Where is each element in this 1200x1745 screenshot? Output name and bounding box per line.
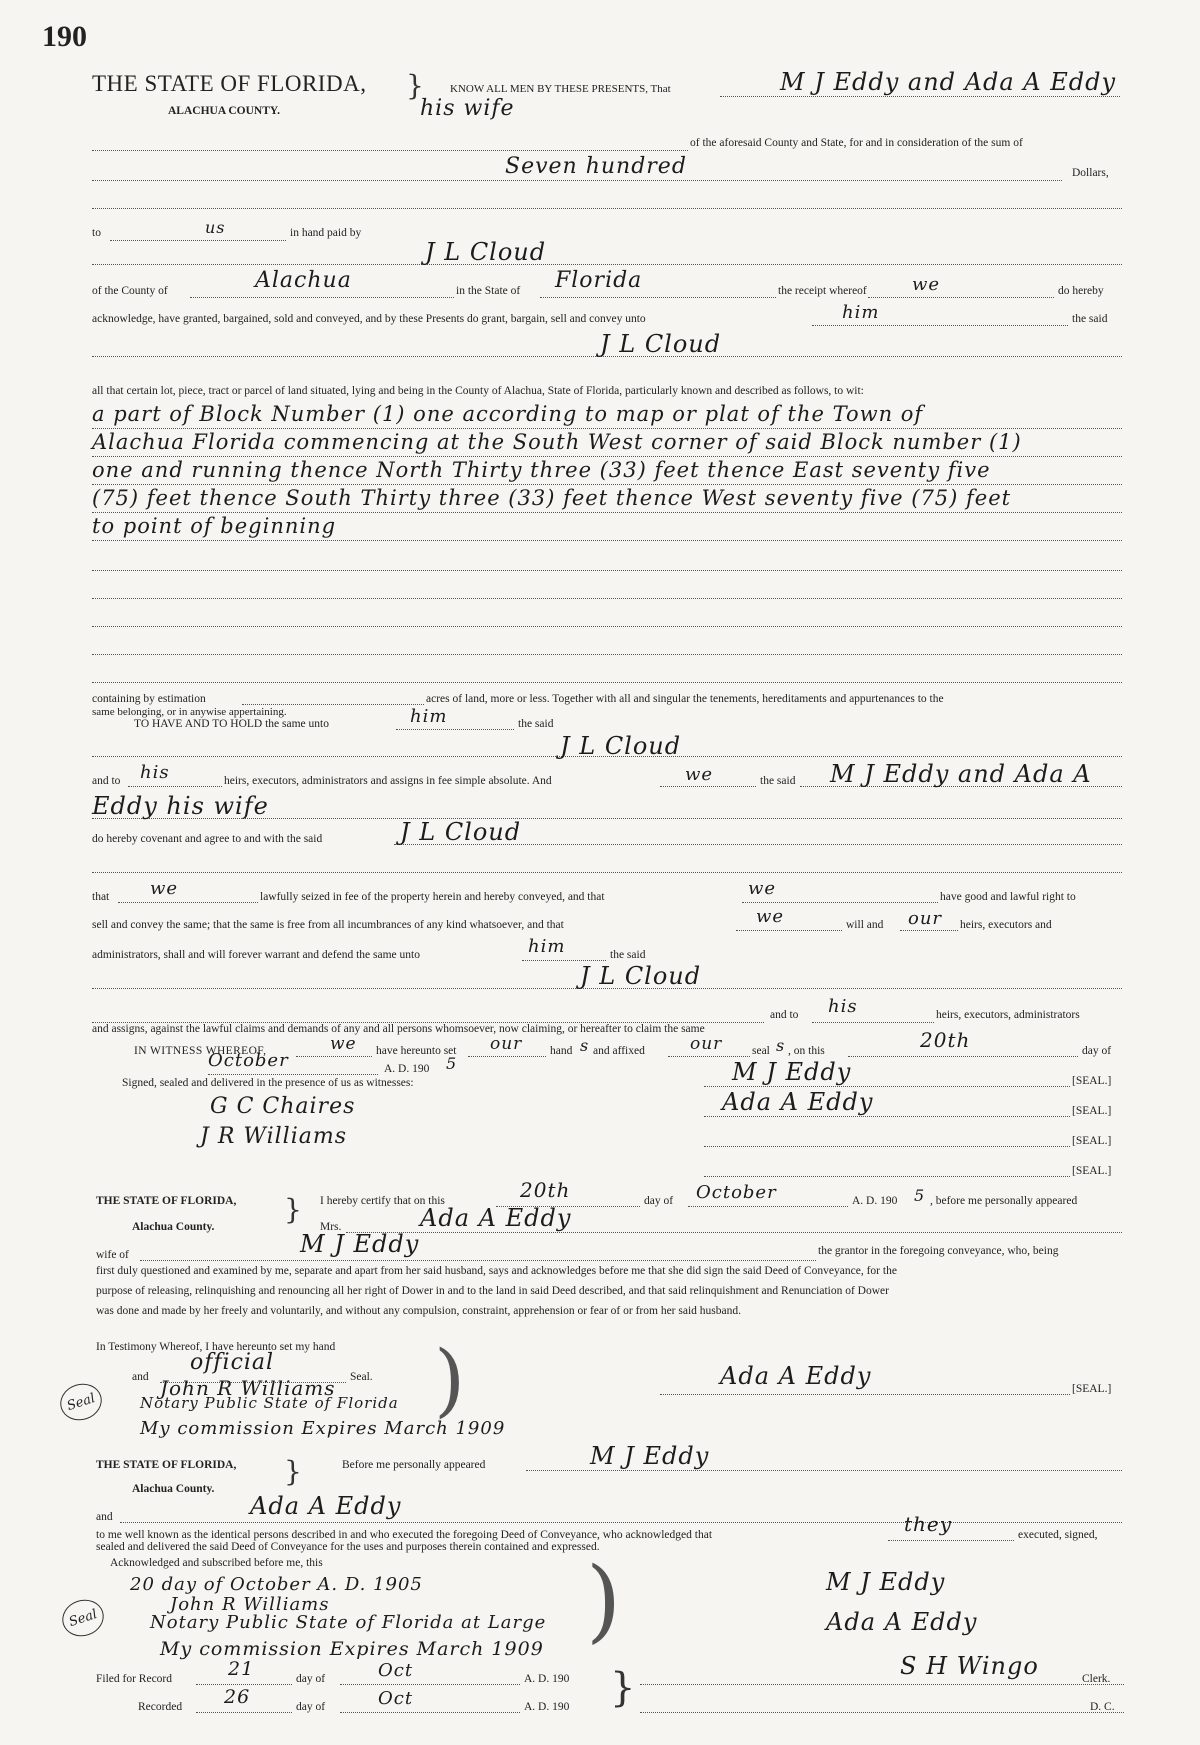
month-line bbox=[208, 1074, 378, 1075]
header-county: ALACHUA COUNTY. bbox=[168, 105, 281, 117]
testimony-brace: ) bbox=[434, 1333, 466, 1426]
wife-p1: first duly questioned and examined by me, separate and apart from her said husband, says and acknowledges before me that she did sign the said Deed of Conveyance, for the bbox=[96, 1265, 897, 1277]
and-to-text: and to bbox=[770, 1009, 799, 1021]
receipt-whereof-text: the receipt whereof bbox=[778, 285, 867, 297]
lawfully-handwritten: we bbox=[748, 878, 777, 899]
wife-signer-handwritten: Ada A Eddy bbox=[720, 1362, 872, 1390]
joint-date-handwritten: 20 day of October A. D. 1905 bbox=[130, 1574, 423, 1595]
blank-line bbox=[92, 208, 1122, 209]
month-handwritten: October bbox=[208, 1050, 289, 1071]
wife-day-handwritten: 20th bbox=[520, 1178, 571, 1202]
seal-label-1: [SEAL.] bbox=[1072, 1075, 1112, 1087]
joint-and-line bbox=[120, 1522, 1122, 1523]
executed-text: executed, signed, bbox=[1018, 1529, 1098, 1541]
testimony-seal-text: Seal. bbox=[350, 1371, 373, 1383]
joint-p1: to me well known as the identical persons described in and who executed the foregoing Deed of Conveyance, who acknowledged that bbox=[96, 1529, 713, 1541]
filed-month-line bbox=[340, 1684, 520, 1685]
blank-line bbox=[92, 150, 688, 151]
his-line bbox=[128, 786, 222, 787]
his-handwritten: his bbox=[140, 762, 170, 783]
year-handwritten: 5 bbox=[446, 1054, 458, 1073]
acres-line bbox=[242, 704, 424, 705]
recorded-day-of-text: day of bbox=[296, 1701, 326, 1713]
covenant-text: do hereby covenant and agree to and with the said bbox=[92, 833, 323, 845]
and-to-line bbox=[812, 1022, 934, 1023]
admin-handwritten: him bbox=[528, 936, 566, 957]
will-handwritten: our bbox=[908, 908, 943, 929]
ad-text: A. D. 190 bbox=[384, 1063, 430, 1075]
seal-label-4: [SEAL.] bbox=[1072, 1165, 1112, 1177]
payer-handwritten: J L Cloud bbox=[425, 238, 547, 266]
have-hereunto-text: have hereunto set bbox=[376, 1045, 457, 1057]
admin-line bbox=[522, 960, 606, 961]
certify-text: I hereby certify that on this bbox=[320, 1195, 445, 1207]
recorded-ad-text: A. D. 190 bbox=[524, 1701, 570, 1713]
grantors-handwritten-2: Eddy his wife bbox=[92, 792, 269, 820]
notary-1-commission: My commission Expires March 1909 bbox=[140, 1418, 506, 1439]
acres-text: acres of land, more or less. Together with all and singular the tenements, hereditaments and appurtenances to the bbox=[426, 693, 944, 705]
the-said-text: the said bbox=[610, 949, 646, 961]
receipt-handwritten: we bbox=[912, 274, 941, 295]
joint-and-handwritten: Ada A Eddy bbox=[250, 1492, 402, 1520]
hand-text: hand bbox=[550, 1045, 573, 1057]
clerk-line bbox=[640, 1684, 1124, 1685]
description-line-5: to point of beginning bbox=[92, 514, 337, 538]
filed-month-handwritten: Oct bbox=[378, 1660, 414, 1681]
receipt-line bbox=[868, 297, 1054, 298]
mrs-line bbox=[346, 1232, 1122, 1233]
sell-line bbox=[736, 930, 842, 931]
dc-line bbox=[640, 1712, 1124, 1713]
desc-line bbox=[92, 484, 1122, 485]
joint-ack-brace-2: ) bbox=[586, 1548, 622, 1653]
wife-ad-text: A. D. 190 bbox=[852, 1195, 898, 1207]
witness-1-handwritten: G C Chaires bbox=[210, 1094, 356, 1119]
our-handwritten: our bbox=[490, 1034, 523, 1054]
heirs-exec-text: heirs, executors, administrators and assigns in fee simple absolute. And bbox=[224, 775, 552, 787]
notary-2-title: Notary Public State of Florida at Large bbox=[150, 1612, 547, 1633]
seal-text: seal bbox=[752, 1045, 770, 1057]
unto-line bbox=[812, 325, 1068, 326]
heirs-and-text: heirs, executors and bbox=[960, 919, 1052, 931]
seal-label-3: [SEAL.] bbox=[1072, 1135, 1112, 1147]
filed-text: Filed for Record bbox=[96, 1673, 173, 1685]
grantor-text: the grantor in the foregoing conveyance, who, being bbox=[818, 1245, 1059, 1257]
wife-month-handwritten: October bbox=[696, 1182, 777, 1203]
joint-ack-brace: } bbox=[284, 1455, 302, 1488]
acknowledge-text: acknowledge, have granted, bargained, sold and conveyed, and by these Presents do grant, bargain, sell and convey unto bbox=[92, 313, 646, 325]
they-handwritten: they bbox=[904, 1512, 953, 1536]
dc-text: D. C. bbox=[1090, 1701, 1115, 1713]
county-handwritten: Alachua bbox=[255, 268, 352, 293]
signer-1-handwritten: M J Eddy bbox=[732, 1058, 852, 1086]
joint-ack-county: Alachua County. bbox=[132, 1483, 215, 1495]
recorded-month-handwritten: Oct bbox=[378, 1688, 414, 1709]
notary-2-name: John R Williams bbox=[170, 1594, 330, 1615]
on-this-text: , on this bbox=[788, 1045, 825, 1057]
testimony-text: In Testimony Whereof, I have hereunto set my hand bbox=[96, 1341, 336, 1353]
state-line bbox=[540, 297, 776, 298]
wife-month-line bbox=[688, 1206, 848, 1207]
joint-p2: sealed and delivered the said Deed of Conveyance for the uses and purposes therein contained and expressed. bbox=[96, 1541, 600, 1553]
description-line-2: Alachua Florida commencing at the South West corner of said Block number (1) bbox=[92, 430, 1022, 454]
notary-seal-stamp-1: Seal bbox=[55, 1378, 106, 1425]
header-state: THE STATE OF FLORIDA, bbox=[92, 71, 367, 96]
in-witness-text: IN WITNESS WHEREOF, bbox=[134, 1045, 267, 1057]
filing-brace: } bbox=[610, 1665, 636, 1711]
signature-line bbox=[704, 1116, 1070, 1117]
joint-ack-state: THE STATE OF FLORIDA, bbox=[96, 1459, 237, 1471]
dollars-text: Dollars, bbox=[1072, 167, 1109, 179]
desc-line bbox=[92, 540, 1122, 541]
day-line bbox=[848, 1056, 1078, 1057]
before-me-handwritten: M J Eddy bbox=[590, 1442, 710, 1470]
and-affixed-text: and affixed bbox=[593, 1045, 645, 1057]
s2-handwritten: s bbox=[776, 1036, 786, 1055]
in-state-of-text: in the State of bbox=[456, 285, 521, 297]
that-line bbox=[118, 902, 258, 903]
notary-1-name: John R Williams bbox=[160, 1376, 336, 1400]
that-text: that bbox=[92, 891, 110, 903]
grantee-handwritten: J L Cloud bbox=[600, 330, 722, 358]
county-line bbox=[190, 297, 454, 298]
wife-p2: purpose of releasing, relinquishing and renouncing all her right of Dower in and to the land in said Deed described, and that said relinquishment and Renunciation of Dower bbox=[96, 1285, 889, 1297]
s-handwritten: s bbox=[580, 1036, 590, 1055]
desc-line bbox=[92, 598, 1122, 599]
know-all-text: KNOW ALL MEN BY THESE PRESENTS, That bbox=[450, 83, 671, 95]
filed-day-line bbox=[196, 1684, 292, 1685]
day-of-text: day of bbox=[1082, 1045, 1112, 1057]
the-said-text: the said bbox=[518, 718, 554, 730]
desc-line bbox=[92, 428, 1122, 429]
containing-text: containing by estimation bbox=[92, 693, 206, 705]
we-line bbox=[296, 1056, 372, 1057]
we-handwritten: we bbox=[330, 1034, 357, 1054]
wife-p3: was done and made by her freely and voluntarily, and without any compulsion, constraint, apprehension or fear of or from her said husband. bbox=[96, 1305, 741, 1317]
to-text: to bbox=[92, 227, 101, 239]
to-handwritten: us bbox=[205, 218, 226, 237]
sell-handwritten: we bbox=[756, 906, 785, 927]
unto-handwritten: him bbox=[410, 706, 448, 727]
sell-convey-text: sell and convey the same; that the same is free from all incumbrances of any kind whatsoever, and that bbox=[92, 919, 564, 931]
description-intro: all that certain lot, piece, tract or parcel of land situated, lying and being in the County of Alachua, State of Florida, particularly known and described as follows, to wit: bbox=[92, 385, 864, 397]
that-handwritten: we bbox=[150, 878, 179, 899]
notary-2-commission: My commission Expires March 1909 bbox=[160, 1638, 544, 1660]
aforesaid-text: of the aforesaid County and State, for and in consideration of the sum of bbox=[690, 137, 1023, 149]
sum-handwritten: Seven hundred bbox=[505, 154, 687, 179]
wife-ack-state: THE STATE OF FLORIDA, bbox=[96, 1195, 237, 1207]
desc-line bbox=[92, 570, 1122, 571]
signed-sealed-text: Signed, sealed and delivered in the presence of us as witnesses: bbox=[122, 1077, 414, 1089]
filed-day-of-text: day of bbox=[296, 1673, 326, 1685]
clerk-handwritten: S H Wingo bbox=[900, 1652, 1039, 1680]
our2-handwritten: our bbox=[690, 1034, 723, 1054]
acknowledged-text: Acknowledged and subscribed before me, this bbox=[110, 1557, 323, 1569]
heirs2-text: heirs, executors, administrators bbox=[936, 1009, 1080, 1021]
day-handwritten: 20th bbox=[920, 1028, 971, 1052]
administrators-text: administrators, shall and will forever warrant and defend the same unto bbox=[92, 949, 420, 961]
grantors-handwritten: M J Eddy and Ada A bbox=[830, 760, 1092, 788]
to-line bbox=[110, 240, 286, 241]
signature-line bbox=[704, 1086, 1070, 1087]
and-line bbox=[660, 786, 756, 787]
grantee-handwritten: J L Cloud bbox=[560, 732, 682, 760]
notary-1-title: Notary Public State of Florida bbox=[140, 1394, 399, 1412]
in-hand-paid-text: in hand paid by bbox=[290, 227, 362, 239]
grantor-line bbox=[720, 96, 1120, 97]
description-line-1: a part of Block Number (1) one according to map or plat of the Town of bbox=[92, 402, 924, 426]
desc-line bbox=[92, 682, 1122, 683]
official-handwritten: official bbox=[190, 1350, 275, 1375]
wife-seal-label: [SEAL.] bbox=[1072, 1383, 1112, 1395]
wife-of-text: wife of bbox=[96, 1249, 129, 1261]
the-said-text-2: the said bbox=[760, 775, 796, 787]
mrs-text: Mrs. bbox=[320, 1221, 342, 1233]
our2-line bbox=[668, 1056, 750, 1057]
same-belonging-text: same belonging, or in anywise appertaining. bbox=[92, 706, 287, 718]
have-good-text: have good and lawful right to bbox=[940, 891, 1076, 903]
before-me-line bbox=[526, 1470, 1122, 1471]
blank-line bbox=[92, 872, 1122, 873]
joint-signer-1-handwritten: M J Eddy bbox=[826, 1568, 946, 1596]
filed-ad-text: A. D. 190 bbox=[524, 1673, 570, 1685]
wife-ack-county: Alachua County. bbox=[132, 1221, 215, 1233]
recorded-day-handwritten: 26 bbox=[224, 1686, 251, 1708]
page-number: 190 bbox=[42, 20, 87, 53]
joint-signer-2-handwritten: Ada A Eddy bbox=[826, 1608, 978, 1636]
grantors-handwritten: M J Eddy and Ada A Eddy bbox=[780, 68, 1117, 96]
wife-signature-line bbox=[660, 1394, 1070, 1395]
wife-of-line bbox=[140, 1260, 816, 1261]
the-said-text: the said bbox=[1072, 313, 1108, 325]
wife-of-handwritten: M J Eddy bbox=[300, 1230, 420, 1258]
wife-day-of-text: day of bbox=[644, 1195, 674, 1207]
recorded-day-line bbox=[196, 1712, 292, 1713]
state-handwritten: Florida bbox=[555, 268, 643, 293]
lawfully-line bbox=[742, 902, 938, 903]
header-brace: } bbox=[406, 69, 424, 102]
our-line bbox=[468, 1056, 546, 1057]
and-handwritten: we bbox=[685, 764, 714, 785]
recorded-month-line bbox=[340, 1712, 520, 1713]
and-to-text: and to bbox=[92, 775, 121, 787]
and-to-handwritten: his bbox=[828, 996, 858, 1017]
to-have-text: TO HAVE AND TO HOLD the same unto bbox=[134, 718, 329, 730]
they-line bbox=[888, 1540, 1014, 1541]
desc-line bbox=[92, 456, 1122, 457]
sum-line bbox=[92, 180, 1062, 181]
grantee-handwritten: J L Cloud bbox=[580, 962, 702, 990]
desc-line bbox=[92, 654, 1122, 655]
will-line bbox=[900, 930, 958, 931]
desc-line bbox=[92, 626, 1122, 627]
assigns-text: and assigns, against the lawful claims and demands of any and all persons whomsoever, now claiming, or hereafter to claim the same bbox=[92, 1023, 705, 1035]
will-and-text: will and bbox=[846, 919, 884, 931]
notary-seal-stamp-2: Seal bbox=[57, 1594, 108, 1641]
signature-line bbox=[704, 1176, 1070, 1177]
description-line-4: (75) feet thence South Thirty three (33) feet thence West seventy five (75) feet bbox=[92, 486, 1012, 510]
covenant-handwritten: J L Cloud bbox=[400, 818, 522, 846]
lawfully-text: lawfully seized in fee of the property herein and hereby conveyed, and that bbox=[260, 891, 605, 903]
grantors-handwritten-2: his wife bbox=[420, 96, 515, 121]
testimony-and-text: and bbox=[132, 1371, 149, 1383]
unto-line bbox=[396, 729, 514, 730]
before-me-text: , before me personally appeared bbox=[930, 1195, 1078, 1207]
desc-line bbox=[92, 512, 1122, 513]
signer-2-handwritten: Ada A Eddy bbox=[722, 1088, 874, 1116]
filed-day-handwritten: 21 bbox=[228, 1658, 255, 1680]
unto-handwritten: him bbox=[842, 302, 880, 323]
description-line-3: one and running thence North Thirty three (33) feet thence East seventy five bbox=[92, 458, 991, 482]
signature-line bbox=[704, 1146, 1070, 1147]
clerk-text: Clerk. bbox=[1082, 1673, 1111, 1685]
joint-before-me-text: Before me personally appeared bbox=[342, 1459, 486, 1471]
recorded-text: Recorded bbox=[138, 1701, 183, 1713]
mrs-handwritten: Ada A Eddy bbox=[420, 1204, 572, 1232]
wife-ack-brace: } bbox=[284, 1193, 302, 1226]
county-of-text: of the County of bbox=[92, 285, 168, 297]
do-hereby-text: do hereby bbox=[1058, 285, 1104, 297]
seal-label-2: [SEAL.] bbox=[1072, 1105, 1112, 1117]
wife-year-handwritten: 5 bbox=[914, 1186, 926, 1205]
payer-line bbox=[92, 264, 1122, 265]
joint-and-text: and bbox=[96, 1511, 113, 1523]
witness-2-handwritten: J R Williams bbox=[200, 1124, 348, 1149]
